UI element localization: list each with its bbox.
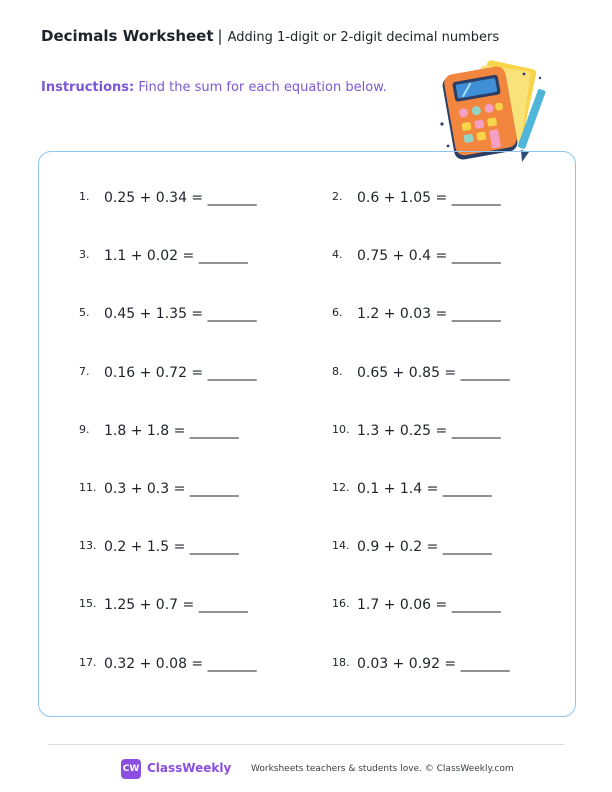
problem-equation: 0.75 + 0.4 = _______ (357, 248, 501, 265)
problem-number: 16. (332, 597, 350, 611)
instructions-label: Instructions: (41, 80, 135, 95)
problem-equation: 0.3 + 0.3 = _______ (104, 481, 239, 497)
calculator-icon (436, 58, 552, 166)
instructions (41, 80, 387, 95)
problem-number: 14. (332, 539, 350, 553)
problem-equation: 1.7 + 0.06 = _______ (357, 597, 501, 614)
problem-equation: 1.2 + 0.03 = _______ (357, 306, 501, 323)
problem-number: 17. (79, 655, 97, 669)
footer-tagline: Worksheets teachers & students love. © ClassWeekly.com (251, 764, 514, 774)
problem-number: 1. (79, 190, 90, 203)
problem-number: 4. (332, 248, 343, 262)
problem-equation: 0.25 + 0.34 = _______ (104, 190, 257, 206)
problem-equation: 1.25 + 0.7 = _______ (104, 597, 248, 614)
header-separator: | (217, 27, 223, 45)
footer (0, 756, 612, 780)
problem-equation: 1.3 + 0.25 = _______ (357, 422, 501, 439)
problem-number: 5. (79, 306, 90, 320)
problem-equation: 0.9 + 0.2 = _______ (357, 539, 492, 556)
problems-box (38, 151, 576, 717)
footer-divider (48, 744, 564, 745)
problem-equation: 0.1 + 1.4 = _______ (357, 481, 492, 497)
classweekly-logo-icon: CW (121, 759, 141, 779)
problem-equation: 0.03 + 0.92 = _______ (357, 655, 510, 672)
worksheet-title: Decimals Worksheet (41, 27, 214, 45)
problem-equation: 0.65 + 0.85 = _______ (357, 364, 510, 381)
worksheet-subtitle: Adding 1-digit or 2-digit decimal numbers (227, 30, 500, 45)
problem-number: 9. (79, 422, 90, 436)
problem-number: 11. (79, 481, 97, 494)
worksheet-header (41, 27, 499, 45)
problem-number: 15. (79, 597, 97, 611)
problem-equation: 1.1 + 0.02 = _______ (104, 248, 248, 265)
problem-number: 18. (332, 655, 350, 669)
problem-number: 12. (332, 481, 350, 494)
problem-number: 3. (79, 248, 90, 262)
problem-number: 2. (332, 190, 343, 203)
instructions-text: Find the sum for each equation below. (134, 80, 387, 95)
problem-equation: 0.45 + 1.35 = _______ (104, 306, 257, 323)
brand-name: ClassWeekly (147, 761, 232, 775)
problem-number: 13. (79, 539, 97, 553)
problem-number: 7. (79, 364, 90, 378)
problem-equation: 0.16 + 0.72 = _______ (104, 364, 257, 381)
problem-number: 10. (332, 422, 350, 436)
problem-number: 6. (332, 306, 343, 320)
problem-equation: 0.32 + 0.08 = _______ (104, 655, 257, 672)
problem-equation: 0.6 + 1.05 = _______ (357, 190, 501, 206)
problem-equation: 0.2 + 1.5 = _______ (104, 539, 239, 556)
problem-number: 8. (332, 364, 343, 378)
problem-equation: 1.8 + 1.8 = _______ (104, 422, 239, 439)
